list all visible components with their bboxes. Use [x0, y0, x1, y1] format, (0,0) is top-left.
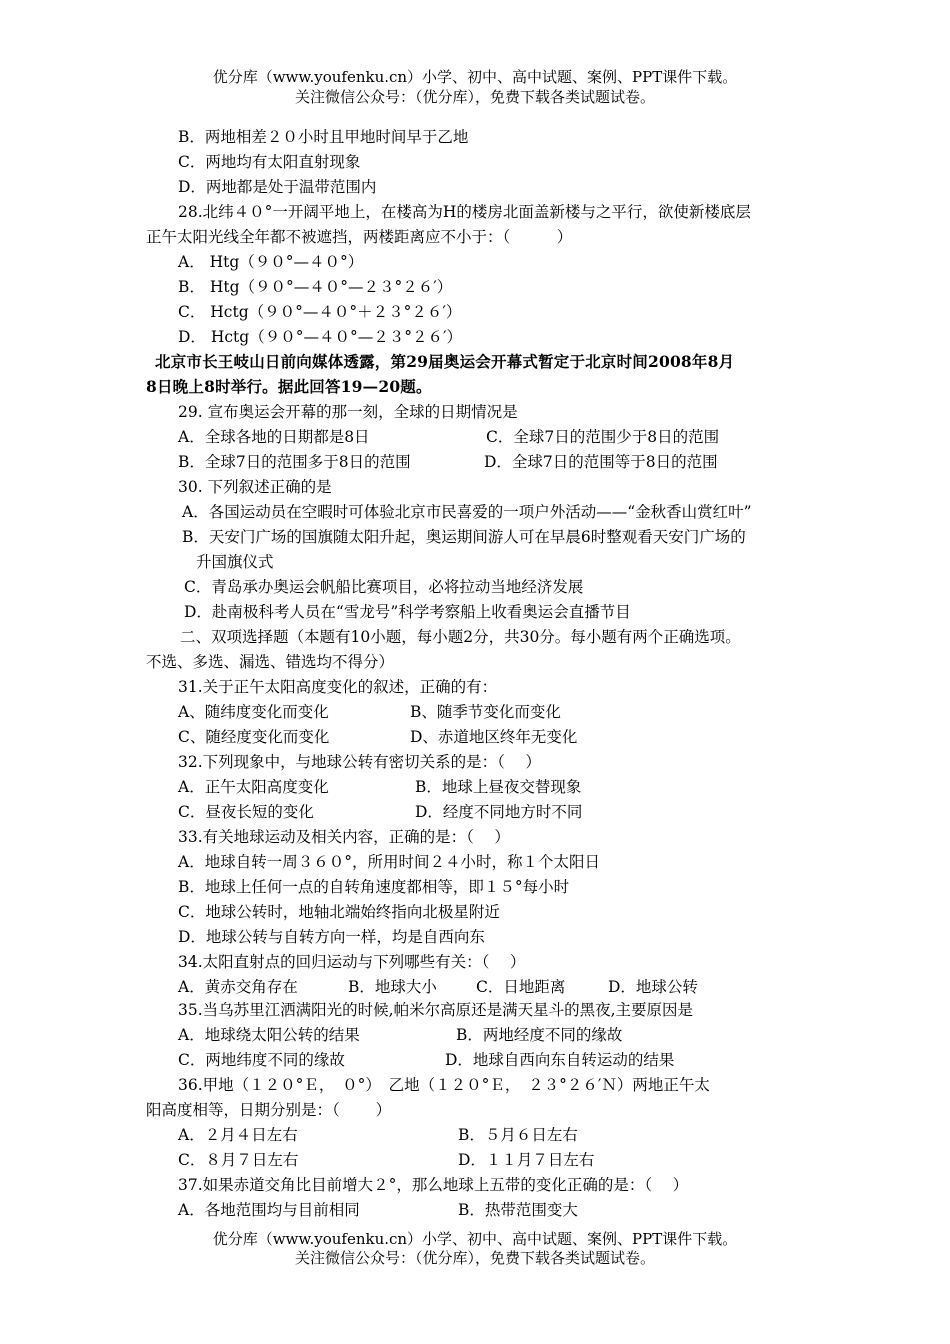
- q33-option-a: A．地球自转一周３６０°，所用时间２４小时，称１个太阳日: [178, 853, 600, 871]
- q28-option-a: A． Htg（９０°—４０°）: [178, 253, 364, 271]
- q36-stem-line-1: 36.甲地（１２０°Ｅ， ０°） 乙地（１２０°Ｅ， ２３°２６′Ｎ）两地正午太: [178, 1076, 710, 1094]
- q33-stem: 33.有关地球运动及相关内容，正确的是：（ ）: [178, 828, 510, 846]
- q32-option-a: A．正午太阳高度变化: [178, 778, 329, 796]
- q30-option-a: A．各国运动员在空暇时可体验北京市民喜爱的一项户外活动——“金秋香山赏红叶”: [182, 503, 752, 521]
- q36-option-d: D．１１月７日左右: [458, 1151, 595, 1169]
- q33-option-c: C．地球公转时，地轴北端始终指向北极星附近: [178, 903, 500, 921]
- section-2-title-line-2: 不选、多选、漏选、错选均不得分）: [146, 653, 395, 671]
- q34-option-c: C．日地距离: [476, 978, 566, 996]
- q35-option-d: D．地球自西向东自转运动的结果: [445, 1051, 675, 1069]
- q33-option-d: D．地球公转与自转方向一样，均是自西向东: [178, 928, 485, 946]
- q32-option-b: B．地球上昼夜交替现象: [415, 778, 582, 796]
- q30-option-b-line-1: B．天安门广场的国旗随太阳升起，奥运期间游人可在早晨6时整观看天安门广场的: [182, 528, 746, 546]
- q29-option-b: B．全球7日的范围多于8日的范围: [178, 453, 411, 471]
- q32-option-c: C．昼夜长短的变化: [178, 803, 314, 821]
- header-line-2: 关注微信公众号：（优分库），免费下载各类试题试卷。: [294, 88, 655, 106]
- footer-line-1: 优分库（www.youfenku.cn）小学、初中、高中试题、案例、PPT课件下载。: [212, 1230, 738, 1248]
- q35-option-a: A．地球绕太阳公转的结果: [178, 1026, 360, 1044]
- q30-stem: 30. 下列叙述正确的是: [178, 478, 332, 496]
- q36-stem-line-2: 阳高度相等，日期分别是：（ ）: [146, 1101, 392, 1119]
- q28-option-b: B． Htg（９０°—４０°—２３°２６′）: [178, 278, 453, 296]
- q36-option-a: A．２月４日左右: [178, 1126, 298, 1144]
- q34-option-d: D．地球公转: [608, 978, 698, 996]
- q29-option-d: D．全球7日的范围等于8日的范围: [484, 453, 718, 471]
- q28-stem-line-1: 28.北纬４０°一开阔平地上，在楼高为H的楼房北面盖新楼与之平行，欲使新楼底层: [178, 203, 751, 221]
- q28-stem-line-2: 正午太阳光线全年都不被遮挡，两楼距离应不小于：（ ）: [146, 228, 573, 246]
- q28-option-d: D． Hctg（９０°—４０°—２３°２６′）: [178, 328, 462, 346]
- q35-option-b: B．两地经度不同的缘故: [456, 1026, 623, 1044]
- q37-option-a: A．各地范围均与目前相同: [178, 1201, 360, 1219]
- q30-option-b-line-2: 升国旗仪式: [196, 553, 274, 571]
- q30-option-c: C．青岛承办奥运会帆船比赛项目，必将拉动当地经济发展: [184, 578, 584, 596]
- q37-option-b: B．热带范围变大: [458, 1201, 578, 1219]
- q29-option-c: C．全球7日的范围少于8日的范围: [486, 428, 720, 446]
- material-line-1: 北京市长王岐山日前向媒体透露，第29届奥运会开幕式暂定于北京时间2008年8月: [155, 352, 735, 371]
- q31-option-d: D、赤道地区终年无变化: [410, 728, 578, 746]
- q27-option-b: B．两地相差２０小时且甲地时间早于乙地: [178, 128, 469, 146]
- q34-option-b: B．地球大小: [348, 978, 437, 996]
- q31-option-c: C、随经度变化而变化: [178, 728, 330, 746]
- q37-stem: 37.如果赤道交角比目前增大２°，那么地球上五带的变化正确的是：（ ）: [178, 1176, 689, 1194]
- q32-option-d: D．经度不同地方时不同: [415, 803, 583, 821]
- material-line-2: 8日晚上8时举行。据此回答19—20题。: [146, 377, 432, 396]
- q36-option-c: C．８月７日左右: [178, 1151, 299, 1169]
- q31-option-b: B、随季节变化而变化: [410, 703, 561, 721]
- q36-option-b: B．５月６日左右: [458, 1126, 578, 1144]
- section-2-title-line-1: 二、双项选择题（本题有10小题，每小题2分，共30分。每小题有两个正确选项。: [180, 628, 741, 646]
- q28-option-c: C． Hctg（９０°—４０°＋２３°２６′）: [178, 303, 462, 321]
- q34-option-a: A．黄赤交角存在: [178, 978, 298, 996]
- q31-option-a: A、随纬度变化而变化: [178, 703, 329, 721]
- q27-option-c: C．两地均有太阳直射现象: [178, 153, 361, 171]
- q35-stem: 35.当乌苏里江洒满阳光的时候,帕米尔高原还是满天星斗的黑夜,主要原因是: [178, 1001, 694, 1019]
- q27-option-d: D．两地都是处于温带范围内: [178, 178, 377, 196]
- q33-option-b: B．地球上任何一点的自转角速度都相等，即１５°每小时: [178, 878, 570, 896]
- q29-option-a: A．全球各地的日期都是8日: [178, 428, 370, 446]
- q35-option-c: C．两地纬度不同的缘故: [178, 1051, 345, 1069]
- q34-stem: 34.太阳直射点的回归运动与下列哪些有关：（ ）: [178, 953, 526, 971]
- q30-option-d: D．赴南极科考人员在“雪龙号”科学考察船上收看奥运会直播节目: [184, 603, 631, 621]
- q31-stem: 31.关于正午太阳高度变化的叙述，正确的有：: [178, 678, 498, 696]
- header-line-1: 优分库（www.youfenku.cn）小学、初中、高中试题、案例、PPT课件下载。: [212, 68, 738, 86]
- footer-line-2: 关注微信公众号：（优分库），免费下载各类试题试卷。: [294, 1249, 655, 1267]
- q32-stem: 32.下列现象中，与地球公转有密切关系的是：（ ）: [178, 753, 541, 771]
- q29-stem: 29. 宣布奥运会开幕的那一刻，全球的日期情况是: [178, 403, 518, 421]
